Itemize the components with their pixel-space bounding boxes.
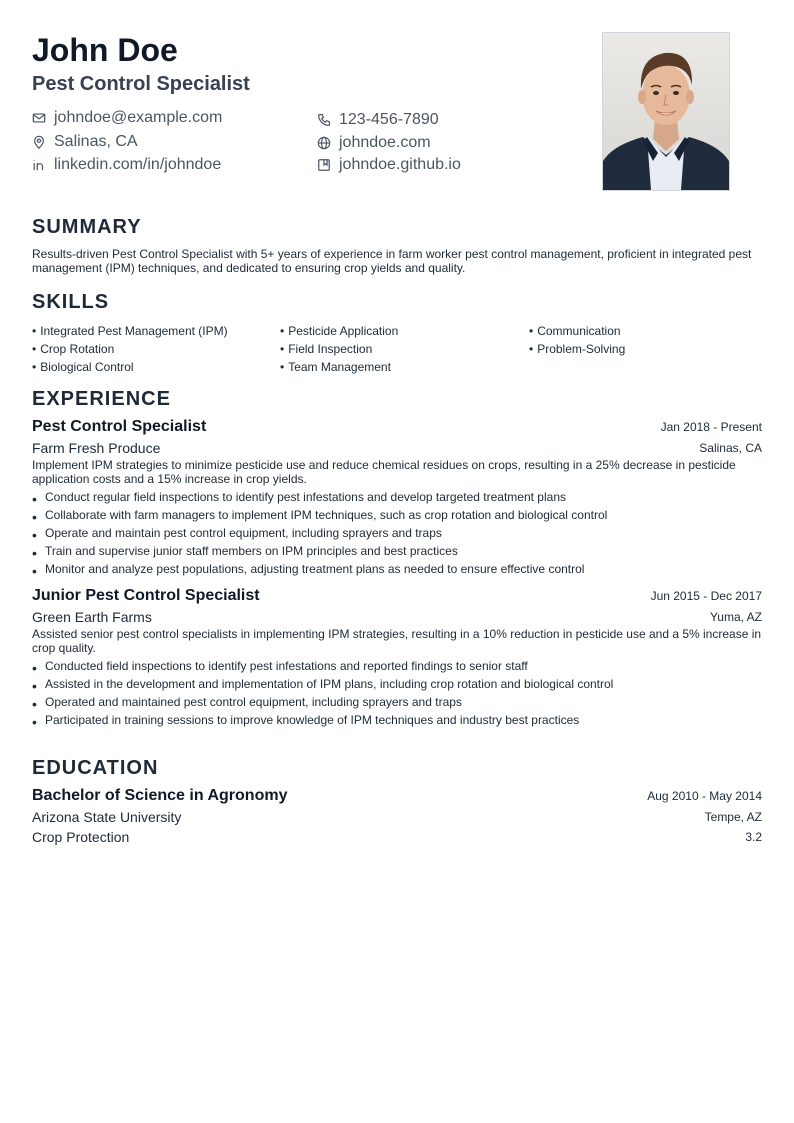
website-text: johndoe.com bbox=[339, 134, 431, 151]
experience-section bbox=[32, 387, 762, 731]
job-company: Farm Fresh Produce bbox=[32, 440, 161, 456]
job-summary: Implement IPM strategies to minimize pesticide use and reduce chemical residues on crops, resulting in a 25% decrease in pesticide application costs and a 15% increase in crop yields. bbox=[32, 458, 736, 486]
list-item: • Conducted field inspections to identify pest infestations and reported findings to senior staff bbox=[32, 659, 762, 673]
skill-item: • Team Management bbox=[280, 360, 391, 374]
job-bullets bbox=[32, 490, 762, 576]
job-summary: Assisted senior pest control specialists in implementing IPM strategies, resulting in a 10% reduction in pesticide use and a 5% increase in crop quality. bbox=[32, 627, 762, 655]
job-bullets bbox=[32, 659, 762, 727]
candidate-title: Pest Control Specialist bbox=[32, 73, 250, 95]
job-location: Salinas, CA bbox=[699, 441, 762, 455]
profile-photo bbox=[602, 32, 730, 191]
location-text: Salinas, CA bbox=[54, 133, 138, 150]
candidate-name: John Doe bbox=[32, 32, 178, 68]
list-item: • Conduct regular field inspections to identify pest infestations and develop targeted treatment plans bbox=[32, 490, 762, 504]
skills-grid bbox=[32, 324, 762, 374]
github-text: johndoe.github.io bbox=[339, 156, 461, 173]
skills-heading: SKILLS bbox=[32, 291, 110, 313]
job-entry bbox=[32, 586, 762, 727]
phone-text: 123-456-7890 bbox=[339, 111, 439, 128]
list-item: • Assisted in the development and implementation of IPM plans, including crop rotation and biological control bbox=[32, 677, 762, 691]
contact-location bbox=[32, 132, 138, 152]
skill-item: • Biological Control bbox=[32, 360, 134, 374]
school-name: Arizona State University bbox=[32, 809, 182, 825]
skill-item: • Integrated Pest Management (IPM) bbox=[32, 324, 228, 338]
education-dates: Aug 2010 - May 2014 bbox=[647, 789, 762, 803]
school-location: Tempe, AZ bbox=[704, 810, 762, 824]
bookmark-icon bbox=[317, 158, 331, 172]
education-heading: EDUCATION bbox=[32, 757, 159, 779]
resume-header bbox=[32, 30, 762, 200]
contact-website[interactable] bbox=[317, 133, 431, 153]
list-item: • Monitor and analyze pest populations, adjusting treatment plans as needed to ensure effective control bbox=[32, 562, 762, 576]
linkedin-icon bbox=[32, 158, 46, 172]
field-of-study: Crop Protection bbox=[32, 829, 130, 845]
education-section bbox=[32, 756, 762, 847]
summary-text: Results-driven Pest Control Specialist with 5+ years of experience in farm worker pest control management, proficient in integrated pest management (IPM) techniques, and dedicated to ensuring crop yields and quality. bbox=[32, 247, 752, 275]
skills-section bbox=[32, 290, 762, 374]
degree-title: Bachelor of Science in Agronomy bbox=[32, 787, 288, 804]
list-item: • Collaborate with farm managers to implement IPM techniques, such as crop rotation and biological control bbox=[32, 508, 762, 522]
resume-page bbox=[32, 30, 762, 845]
mail-icon bbox=[32, 111, 46, 125]
contact-email[interactable] bbox=[32, 108, 222, 128]
job-title: Junior Pest Control Specialist bbox=[32, 587, 260, 604]
list-item: • Participated in training sessions to improve knowledge of IPM techniques and industry best practices bbox=[32, 713, 762, 727]
job-entry bbox=[32, 417, 762, 576]
contact-github[interactable] bbox=[317, 155, 461, 175]
contact-phone[interactable] bbox=[317, 110, 439, 130]
job-location: Yuma, AZ bbox=[709, 610, 762, 624]
skill-item: • Communication bbox=[529, 324, 621, 338]
skill-item: • Pesticide Application bbox=[280, 324, 399, 338]
globe-icon bbox=[317, 136, 331, 150]
job-dates: Jun 2015 - Dec 2017 bbox=[650, 589, 762, 603]
list-item: • Operated and maintained pest control equipment, including sprayers and traps bbox=[32, 695, 762, 709]
experience-heading: EXPERIENCE bbox=[32, 388, 171, 410]
job-title: Pest Control Specialist bbox=[32, 418, 207, 435]
map-pin-icon bbox=[32, 135, 46, 149]
email-text: johndoe@example.com bbox=[54, 109, 223, 126]
list-item: • Train and supervise junior staff members on IPM principles and best practices bbox=[32, 544, 762, 558]
skill-item: • Field Inspection bbox=[280, 342, 373, 356]
summary-section bbox=[32, 215, 762, 275]
phone-icon bbox=[317, 113, 331, 127]
skill-item: • Problem-Solving bbox=[529, 342, 626, 356]
job-company: Green Earth Farms bbox=[32, 609, 152, 625]
job-dates: Jan 2018 - Present bbox=[660, 420, 762, 434]
linkedin-text: linkedin.com/in/johndoe bbox=[54, 156, 222, 173]
summary-heading: SUMMARY bbox=[32, 216, 142, 238]
gpa: 3.2 bbox=[745, 830, 762, 844]
contact-linkedin[interactable] bbox=[32, 155, 221, 175]
skill-item: • Crop Rotation bbox=[32, 342, 115, 356]
list-item: • Operate and maintain pest control equipment, including sprayers and traps bbox=[32, 526, 762, 540]
